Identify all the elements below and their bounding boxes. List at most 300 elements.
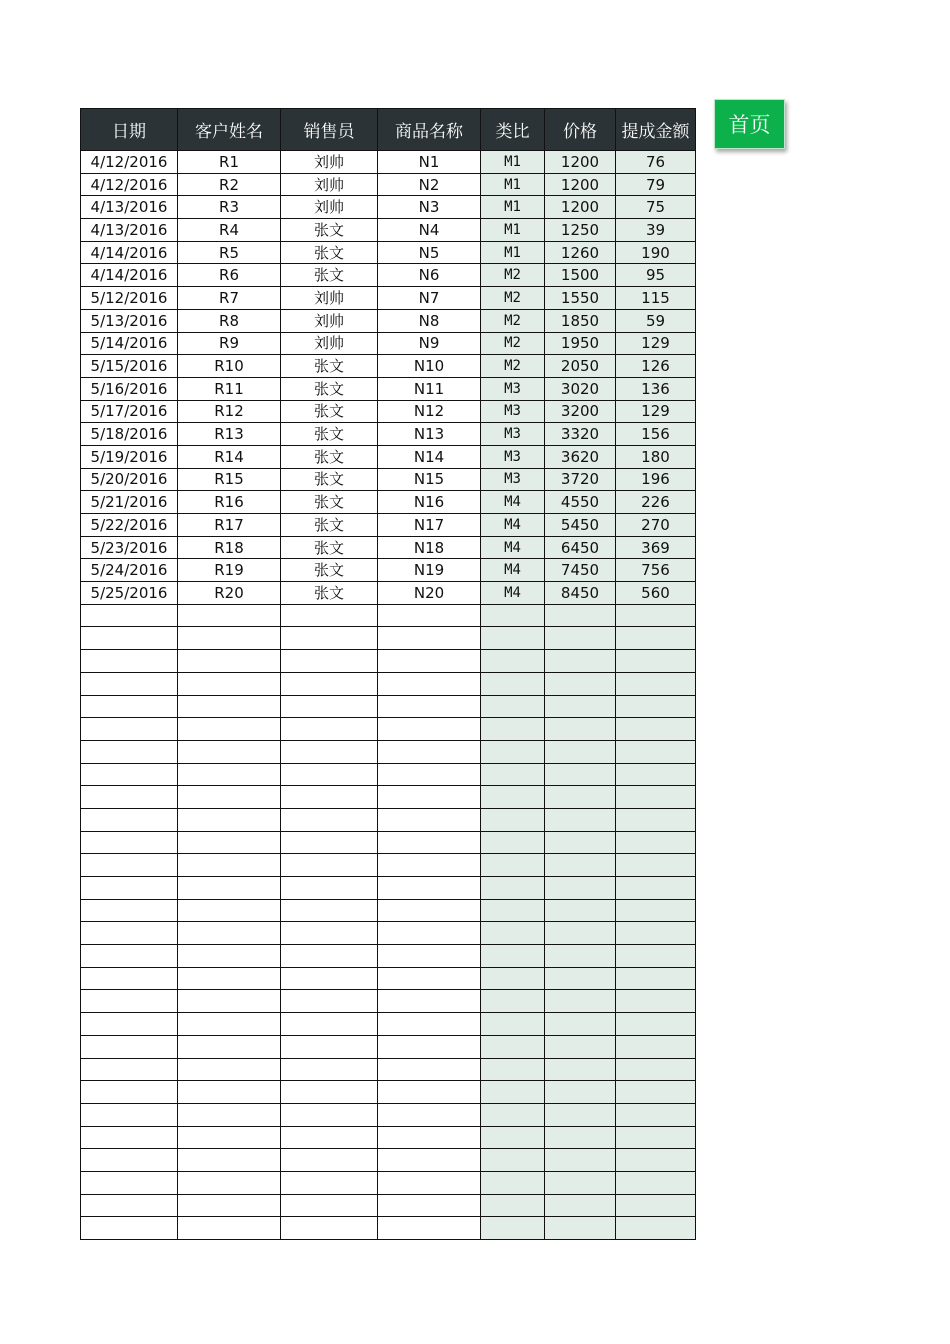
empty-cell[interactable] bbox=[545, 1126, 616, 1149]
cell-customer-name[interactable]: R8 bbox=[178, 309, 281, 332]
empty-cell[interactable] bbox=[378, 854, 481, 877]
empty-cell[interactable] bbox=[178, 808, 281, 831]
empty-cell[interactable] bbox=[616, 718, 696, 741]
cell-salesperson[interactable]: 张文 bbox=[281, 536, 378, 559]
cell-commission[interactable]: 115 bbox=[616, 287, 696, 310]
empty-cell[interactable] bbox=[178, 1126, 281, 1149]
empty-cell[interactable] bbox=[178, 1035, 281, 1058]
empty-cell[interactable] bbox=[81, 786, 178, 809]
cell-salesperson[interactable]: 张文 bbox=[281, 400, 378, 423]
empty-cell[interactable] bbox=[481, 990, 545, 1013]
cell-commission[interactable]: 126 bbox=[616, 355, 696, 378]
cell-customer-name[interactable]: R20 bbox=[178, 582, 281, 605]
cell-price[interactable]: 2050 bbox=[545, 355, 616, 378]
cell-salesperson[interactable]: 刘帅 bbox=[281, 151, 378, 174]
cell-salesperson[interactable]: 张文 bbox=[281, 264, 378, 287]
empty-cell[interactable] bbox=[616, 1013, 696, 1036]
cell-customer-name[interactable]: R15 bbox=[178, 468, 281, 491]
empty-cell[interactable] bbox=[178, 831, 281, 854]
cell-price[interactable]: 8450 bbox=[545, 582, 616, 605]
header-product-name[interactable]: 商品名称 bbox=[378, 109, 481, 151]
cell-commission[interactable]: 560 bbox=[616, 582, 696, 605]
empty-cell[interactable] bbox=[378, 763, 481, 786]
empty-cell[interactable] bbox=[378, 922, 481, 945]
cell-price[interactable]: 1260 bbox=[545, 241, 616, 264]
cell-date[interactable]: 4/13/2016 bbox=[81, 219, 178, 242]
empty-cell[interactable] bbox=[81, 672, 178, 695]
header-commission[interactable]: 提成金额 bbox=[616, 109, 696, 151]
cell-product-name[interactable]: N2 bbox=[378, 173, 481, 196]
cell-product-name[interactable]: N20 bbox=[378, 582, 481, 605]
empty-cell[interactable] bbox=[378, 1149, 481, 1172]
cell-product-name[interactable]: N14 bbox=[378, 445, 481, 468]
empty-cell[interactable] bbox=[378, 1217, 481, 1240]
empty-cell[interactable] bbox=[378, 967, 481, 990]
cell-product-name[interactable]: N1 bbox=[378, 151, 481, 174]
empty-cell[interactable] bbox=[281, 899, 378, 922]
empty-cell[interactable] bbox=[178, 1081, 281, 1104]
cell-commission[interactable]: 75 bbox=[616, 196, 696, 219]
empty-cell[interactable] bbox=[545, 1217, 616, 1240]
empty-cell[interactable] bbox=[616, 854, 696, 877]
cell-customer-name[interactable]: R4 bbox=[178, 219, 281, 242]
cell-product-name[interactable]: N4 bbox=[378, 219, 481, 242]
cell-customer-name[interactable]: R3 bbox=[178, 196, 281, 219]
empty-cell[interactable] bbox=[616, 604, 696, 627]
empty-cell[interactable] bbox=[281, 945, 378, 968]
cell-price[interactable]: 3620 bbox=[545, 445, 616, 468]
empty-cell[interactable] bbox=[281, 877, 378, 900]
empty-cell[interactable] bbox=[545, 1149, 616, 1172]
cell-customer-name[interactable]: R1 bbox=[178, 151, 281, 174]
cell-salesperson[interactable]: 张文 bbox=[281, 423, 378, 446]
empty-cell[interactable] bbox=[616, 650, 696, 673]
empty-cell[interactable] bbox=[81, 604, 178, 627]
cell-commission[interactable]: 226 bbox=[616, 491, 696, 514]
empty-cell[interactable] bbox=[178, 740, 281, 763]
empty-cell[interactable] bbox=[616, 1194, 696, 1217]
empty-cell[interactable] bbox=[616, 990, 696, 1013]
cell-commission[interactable]: 39 bbox=[616, 219, 696, 242]
cell-category[interactable]: M2 bbox=[481, 309, 545, 332]
empty-cell[interactable] bbox=[81, 1013, 178, 1036]
empty-cell[interactable] bbox=[481, 786, 545, 809]
cell-commission[interactable]: 369 bbox=[616, 536, 696, 559]
empty-cell[interactable] bbox=[281, 763, 378, 786]
cell-salesperson[interactable]: 张文 bbox=[281, 468, 378, 491]
cell-category[interactable]: M4 bbox=[481, 514, 545, 537]
cell-category[interactable]: M4 bbox=[481, 559, 545, 582]
cell-commission[interactable]: 270 bbox=[616, 514, 696, 537]
cell-salesperson[interactable]: 张文 bbox=[281, 559, 378, 582]
cell-price[interactable]: 3720 bbox=[545, 468, 616, 491]
cell-product-name[interactable]: N17 bbox=[378, 514, 481, 537]
cell-salesperson[interactable]: 刘帅 bbox=[281, 196, 378, 219]
cell-price[interactable]: 1200 bbox=[545, 196, 616, 219]
empty-cell[interactable] bbox=[378, 831, 481, 854]
cell-price[interactable]: 1250 bbox=[545, 219, 616, 242]
cell-product-name[interactable]: N5 bbox=[378, 241, 481, 264]
empty-cell[interactable] bbox=[481, 808, 545, 831]
empty-cell[interactable] bbox=[178, 899, 281, 922]
empty-cell[interactable] bbox=[545, 740, 616, 763]
empty-cell[interactable] bbox=[178, 877, 281, 900]
empty-cell[interactable] bbox=[616, 899, 696, 922]
empty-cell[interactable] bbox=[545, 695, 616, 718]
cell-category[interactable]: M4 bbox=[481, 491, 545, 514]
empty-cell[interactable] bbox=[81, 831, 178, 854]
empty-cell[interactable] bbox=[378, 877, 481, 900]
empty-cell[interactable] bbox=[481, 650, 545, 673]
cell-salesperson[interactable]: 张文 bbox=[281, 241, 378, 264]
empty-cell[interactable] bbox=[178, 650, 281, 673]
cell-price[interactable]: 1950 bbox=[545, 332, 616, 355]
empty-cell[interactable] bbox=[616, 1149, 696, 1172]
empty-cell[interactable] bbox=[81, 1058, 178, 1081]
cell-product-name[interactable]: N7 bbox=[378, 287, 481, 310]
empty-cell[interactable] bbox=[178, 990, 281, 1013]
empty-cell[interactable] bbox=[378, 1058, 481, 1081]
cell-commission[interactable]: 95 bbox=[616, 264, 696, 287]
empty-cell[interactable] bbox=[545, 922, 616, 945]
empty-cell[interactable] bbox=[281, 1103, 378, 1126]
empty-cell[interactable] bbox=[545, 1194, 616, 1217]
home-button[interactable]: 首页 bbox=[714, 99, 785, 149]
empty-cell[interactable] bbox=[81, 945, 178, 968]
empty-cell[interactable] bbox=[481, 1058, 545, 1081]
cell-category[interactable]: M2 bbox=[481, 287, 545, 310]
empty-cell[interactable] bbox=[378, 1194, 481, 1217]
cell-date[interactable]: 5/21/2016 bbox=[81, 491, 178, 514]
empty-cell[interactable] bbox=[378, 945, 481, 968]
cell-customer-name[interactable]: R10 bbox=[178, 355, 281, 378]
cell-commission[interactable]: 190 bbox=[616, 241, 696, 264]
empty-cell[interactable] bbox=[81, 808, 178, 831]
empty-cell[interactable] bbox=[481, 1035, 545, 1058]
cell-price[interactable]: 4550 bbox=[545, 491, 616, 514]
empty-cell[interactable] bbox=[481, 1171, 545, 1194]
cell-date[interactable]: 5/24/2016 bbox=[81, 559, 178, 582]
empty-cell[interactable] bbox=[545, 604, 616, 627]
empty-cell[interactable] bbox=[481, 1126, 545, 1149]
cell-date[interactable]: 5/19/2016 bbox=[81, 445, 178, 468]
empty-cell[interactable] bbox=[545, 1035, 616, 1058]
empty-cell[interactable] bbox=[378, 1126, 481, 1149]
empty-cell[interactable] bbox=[481, 1217, 545, 1240]
cell-customer-name[interactable]: R17 bbox=[178, 514, 281, 537]
cell-price[interactable]: 1200 bbox=[545, 173, 616, 196]
cell-salesperson[interactable]: 张文 bbox=[281, 514, 378, 537]
empty-cell[interactable] bbox=[616, 831, 696, 854]
cell-date[interactable]: 4/12/2016 bbox=[81, 173, 178, 196]
empty-cell[interactable] bbox=[281, 672, 378, 695]
cell-customer-name[interactable]: R11 bbox=[178, 377, 281, 400]
cell-price[interactable]: 1550 bbox=[545, 287, 616, 310]
empty-cell[interactable] bbox=[616, 877, 696, 900]
empty-cell[interactable] bbox=[178, 1013, 281, 1036]
empty-cell[interactable] bbox=[545, 877, 616, 900]
empty-cell[interactable] bbox=[281, 1035, 378, 1058]
cell-category[interactable]: M1 bbox=[481, 173, 545, 196]
cell-category[interactable]: M1 bbox=[481, 219, 545, 242]
cell-category[interactable]: M4 bbox=[481, 582, 545, 605]
empty-cell[interactable] bbox=[281, 1149, 378, 1172]
cell-category[interactable]: M1 bbox=[481, 151, 545, 174]
empty-cell[interactable] bbox=[545, 627, 616, 650]
cell-category[interactable]: M3 bbox=[481, 423, 545, 446]
cell-commission[interactable]: 129 bbox=[616, 400, 696, 423]
empty-cell[interactable] bbox=[545, 967, 616, 990]
empty-cell[interactable] bbox=[281, 786, 378, 809]
empty-cell[interactable] bbox=[378, 990, 481, 1013]
empty-cell[interactable] bbox=[281, 1217, 378, 1240]
cell-commission[interactable]: 129 bbox=[616, 332, 696, 355]
cell-product-name[interactable]: N18 bbox=[378, 536, 481, 559]
empty-cell[interactable] bbox=[281, 627, 378, 650]
cell-customer-name[interactable]: R19 bbox=[178, 559, 281, 582]
empty-cell[interactable] bbox=[481, 831, 545, 854]
cell-date[interactable]: 5/23/2016 bbox=[81, 536, 178, 559]
empty-cell[interactable] bbox=[616, 1217, 696, 1240]
empty-cell[interactable] bbox=[481, 1194, 545, 1217]
empty-cell[interactable] bbox=[616, 740, 696, 763]
cell-date[interactable]: 4/14/2016 bbox=[81, 241, 178, 264]
cell-salesperson[interactable]: 刘帅 bbox=[281, 287, 378, 310]
empty-cell[interactable] bbox=[178, 672, 281, 695]
cell-salesperson[interactable]: 张文 bbox=[281, 445, 378, 468]
empty-cell[interactable] bbox=[545, 1013, 616, 1036]
empty-cell[interactable] bbox=[545, 854, 616, 877]
cell-customer-name[interactable]: R9 bbox=[178, 332, 281, 355]
cell-product-name[interactable]: N8 bbox=[378, 309, 481, 332]
cell-product-name[interactable]: N11 bbox=[378, 377, 481, 400]
empty-cell[interactable] bbox=[481, 627, 545, 650]
cell-price[interactable]: 7450 bbox=[545, 559, 616, 582]
empty-cell[interactable] bbox=[378, 808, 481, 831]
empty-cell[interactable] bbox=[481, 604, 545, 627]
empty-cell[interactable] bbox=[178, 854, 281, 877]
empty-cell[interactable] bbox=[545, 650, 616, 673]
empty-cell[interactable] bbox=[616, 967, 696, 990]
empty-cell[interactable] bbox=[481, 877, 545, 900]
cell-product-name[interactable]: N16 bbox=[378, 491, 481, 514]
empty-cell[interactable] bbox=[81, 1149, 178, 1172]
cell-salesperson[interactable]: 张文 bbox=[281, 219, 378, 242]
empty-cell[interactable] bbox=[281, 1194, 378, 1217]
empty-cell[interactable] bbox=[178, 922, 281, 945]
empty-cell[interactable] bbox=[616, 1081, 696, 1104]
empty-cell[interactable] bbox=[281, 1058, 378, 1081]
cell-salesperson[interactable]: 刘帅 bbox=[281, 173, 378, 196]
empty-cell[interactable] bbox=[81, 990, 178, 1013]
cell-customer-name[interactable]: R18 bbox=[178, 536, 281, 559]
cell-customer-name[interactable]: R14 bbox=[178, 445, 281, 468]
cell-customer-name[interactable]: R7 bbox=[178, 287, 281, 310]
cell-date[interactable]: 5/18/2016 bbox=[81, 423, 178, 446]
cell-commission[interactable]: 79 bbox=[616, 173, 696, 196]
empty-cell[interactable] bbox=[81, 695, 178, 718]
empty-cell[interactable] bbox=[81, 650, 178, 673]
empty-cell[interactable] bbox=[378, 740, 481, 763]
empty-cell[interactable] bbox=[378, 650, 481, 673]
empty-cell[interactable] bbox=[481, 922, 545, 945]
empty-cell[interactable] bbox=[178, 1171, 281, 1194]
empty-cell[interactable] bbox=[281, 967, 378, 990]
empty-cell[interactable] bbox=[281, 604, 378, 627]
empty-cell[interactable] bbox=[481, 854, 545, 877]
empty-cell[interactable] bbox=[281, 808, 378, 831]
empty-cell[interactable] bbox=[378, 1103, 481, 1126]
cell-date[interactable]: 5/15/2016 bbox=[81, 355, 178, 378]
empty-cell[interactable] bbox=[81, 1081, 178, 1104]
cell-product-name[interactable]: N10 bbox=[378, 355, 481, 378]
empty-cell[interactable] bbox=[545, 718, 616, 741]
cell-category[interactable]: M4 bbox=[481, 536, 545, 559]
empty-cell[interactable] bbox=[81, 627, 178, 650]
empty-cell[interactable] bbox=[378, 1171, 481, 1194]
cell-date[interactable]: 5/17/2016 bbox=[81, 400, 178, 423]
empty-cell[interactable] bbox=[81, 718, 178, 741]
empty-cell[interactable] bbox=[616, 786, 696, 809]
empty-cell[interactable] bbox=[81, 877, 178, 900]
empty-cell[interactable] bbox=[616, 1058, 696, 1081]
cell-date[interactable]: 4/13/2016 bbox=[81, 196, 178, 219]
empty-cell[interactable] bbox=[378, 1035, 481, 1058]
empty-cell[interactable] bbox=[281, 831, 378, 854]
cell-salesperson[interactable]: 张文 bbox=[281, 582, 378, 605]
empty-cell[interactable] bbox=[81, 922, 178, 945]
cell-product-name[interactable]: N15 bbox=[378, 468, 481, 491]
cell-price[interactable]: 1200 bbox=[545, 151, 616, 174]
empty-cell[interactable] bbox=[378, 786, 481, 809]
empty-cell[interactable] bbox=[481, 695, 545, 718]
empty-cell[interactable] bbox=[378, 1013, 481, 1036]
cell-category[interactable]: M3 bbox=[481, 400, 545, 423]
empty-cell[interactable] bbox=[81, 854, 178, 877]
cell-commission[interactable]: 76 bbox=[616, 151, 696, 174]
header-salesperson[interactable]: 销售员 bbox=[281, 109, 378, 151]
cell-commission[interactable]: 59 bbox=[616, 309, 696, 332]
empty-cell[interactable] bbox=[481, 740, 545, 763]
empty-cell[interactable] bbox=[481, 1103, 545, 1126]
empty-cell[interactable] bbox=[178, 967, 281, 990]
cell-customer-name[interactable]: R13 bbox=[178, 423, 281, 446]
empty-cell[interactable] bbox=[545, 831, 616, 854]
cell-category[interactable]: M3 bbox=[481, 468, 545, 491]
empty-cell[interactable] bbox=[281, 718, 378, 741]
header-category[interactable]: 类比 bbox=[481, 109, 545, 151]
cell-date[interactable]: 5/22/2016 bbox=[81, 514, 178, 537]
empty-cell[interactable] bbox=[545, 990, 616, 1013]
empty-cell[interactable] bbox=[178, 945, 281, 968]
header-date[interactable]: 日期 bbox=[81, 109, 178, 151]
cell-category[interactable]: M1 bbox=[481, 241, 545, 264]
empty-cell[interactable] bbox=[545, 945, 616, 968]
empty-cell[interactable] bbox=[81, 1126, 178, 1149]
empty-cell[interactable] bbox=[616, 1126, 696, 1149]
cell-category[interactable]: M1 bbox=[481, 196, 545, 219]
empty-cell[interactable] bbox=[178, 1194, 281, 1217]
cell-category[interactable]: M2 bbox=[481, 332, 545, 355]
cell-category[interactable]: M2 bbox=[481, 355, 545, 378]
empty-cell[interactable] bbox=[281, 1171, 378, 1194]
cell-product-name[interactable]: N19 bbox=[378, 559, 481, 582]
empty-cell[interactable] bbox=[545, 763, 616, 786]
cell-commission[interactable]: 756 bbox=[616, 559, 696, 582]
empty-cell[interactable] bbox=[281, 854, 378, 877]
cell-date[interactable]: 4/14/2016 bbox=[81, 264, 178, 287]
empty-cell[interactable] bbox=[81, 967, 178, 990]
cell-price[interactable]: 3200 bbox=[545, 400, 616, 423]
cell-price[interactable]: 1500 bbox=[545, 264, 616, 287]
empty-cell[interactable] bbox=[616, 695, 696, 718]
cell-price[interactable]: 3320 bbox=[545, 423, 616, 446]
cell-salesperson[interactable]: 张文 bbox=[281, 355, 378, 378]
empty-cell[interactable] bbox=[545, 786, 616, 809]
cell-price[interactable]: 1850 bbox=[545, 309, 616, 332]
cell-category[interactable]: M3 bbox=[481, 445, 545, 468]
cell-salesperson[interactable]: 刘帅 bbox=[281, 332, 378, 355]
header-customer-name[interactable]: 客户姓名 bbox=[178, 109, 281, 151]
empty-cell[interactable] bbox=[616, 1171, 696, 1194]
empty-cell[interactable] bbox=[616, 808, 696, 831]
empty-cell[interactable] bbox=[616, 672, 696, 695]
empty-cell[interactable] bbox=[481, 967, 545, 990]
empty-cell[interactable] bbox=[481, 1081, 545, 1104]
empty-cell[interactable] bbox=[81, 763, 178, 786]
cell-product-name[interactable]: N9 bbox=[378, 332, 481, 355]
empty-cell[interactable] bbox=[481, 763, 545, 786]
empty-cell[interactable] bbox=[616, 1035, 696, 1058]
empty-cell[interactable] bbox=[545, 1081, 616, 1104]
empty-cell[interactable] bbox=[545, 1103, 616, 1126]
cell-price[interactable]: 5450 bbox=[545, 514, 616, 537]
cell-product-name[interactable]: N13 bbox=[378, 423, 481, 446]
empty-cell[interactable] bbox=[378, 1081, 481, 1104]
empty-cell[interactable] bbox=[481, 1013, 545, 1036]
empty-cell[interactable] bbox=[178, 1058, 281, 1081]
empty-cell[interactable] bbox=[281, 740, 378, 763]
cell-commission[interactable]: 196 bbox=[616, 468, 696, 491]
cell-price[interactable]: 3020 bbox=[545, 377, 616, 400]
cell-category[interactable]: M3 bbox=[481, 377, 545, 400]
cell-product-name[interactable]: N3 bbox=[378, 196, 481, 219]
cell-commission[interactable]: 136 bbox=[616, 377, 696, 400]
empty-cell[interactable] bbox=[81, 1171, 178, 1194]
cell-product-name[interactable]: N12 bbox=[378, 400, 481, 423]
empty-cell[interactable] bbox=[178, 786, 281, 809]
empty-cell[interactable] bbox=[178, 1103, 281, 1126]
cell-date[interactable]: 4/12/2016 bbox=[81, 151, 178, 174]
empty-cell[interactable] bbox=[178, 718, 281, 741]
cell-category[interactable]: M2 bbox=[481, 264, 545, 287]
empty-cell[interactable] bbox=[616, 1103, 696, 1126]
empty-cell[interactable] bbox=[616, 627, 696, 650]
empty-cell[interactable] bbox=[281, 695, 378, 718]
empty-cell[interactable] bbox=[81, 740, 178, 763]
empty-cell[interactable] bbox=[616, 763, 696, 786]
empty-cell[interactable] bbox=[378, 627, 481, 650]
header-price[interactable]: 价格 bbox=[545, 109, 616, 151]
empty-cell[interactable] bbox=[81, 1217, 178, 1240]
empty-cell[interactable] bbox=[616, 922, 696, 945]
empty-cell[interactable] bbox=[178, 627, 281, 650]
cell-customer-name[interactable]: R5 bbox=[178, 241, 281, 264]
empty-cell[interactable] bbox=[545, 672, 616, 695]
cell-customer-name[interactable]: R16 bbox=[178, 491, 281, 514]
empty-cell[interactable] bbox=[545, 1058, 616, 1081]
cell-commission[interactable]: 156 bbox=[616, 423, 696, 446]
